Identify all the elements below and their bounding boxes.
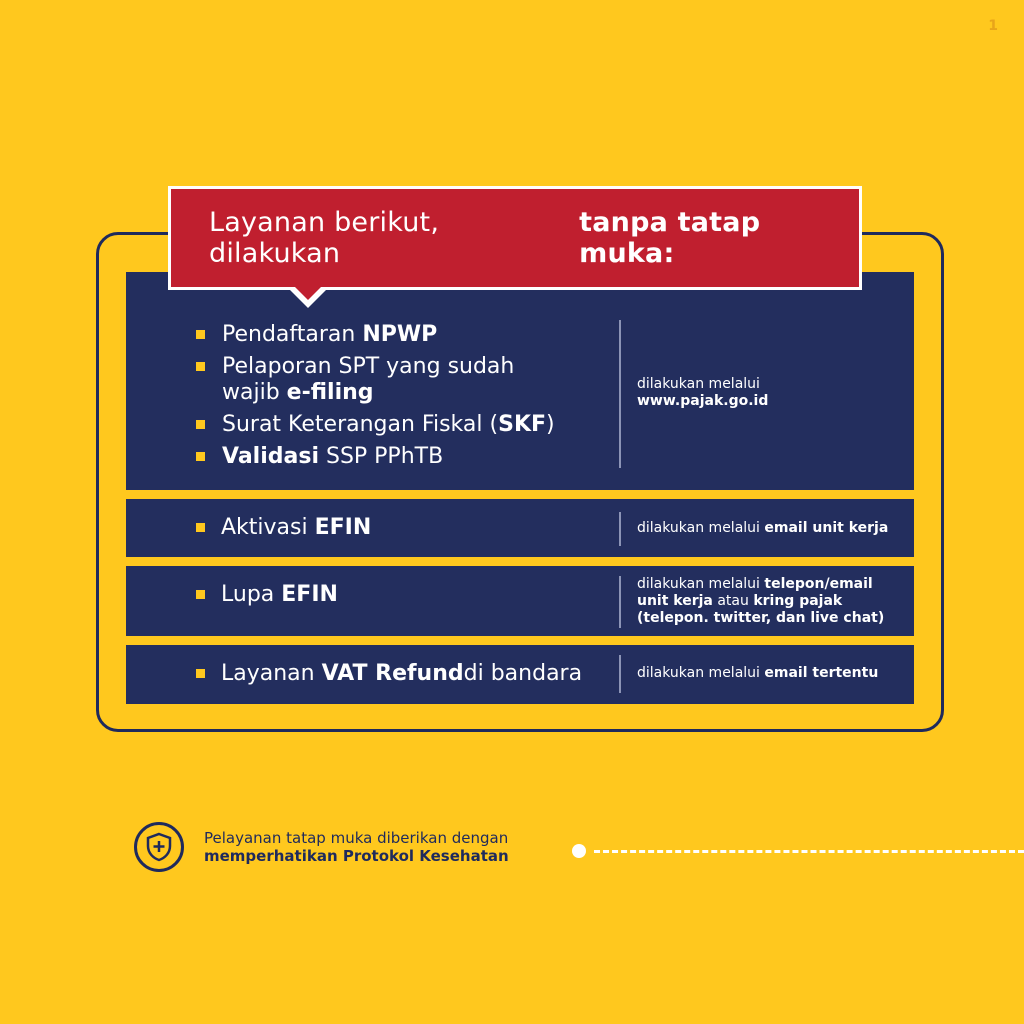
list-item: Validasi SSP PPhTB bbox=[196, 444, 555, 470]
banner-bold-text: tanpa tatap muka: bbox=[579, 207, 761, 269]
bullet-icon bbox=[196, 420, 205, 429]
connector-dot bbox=[572, 844, 586, 858]
efin-forgot-panel bbox=[126, 566, 914, 636]
efin-activation-panel bbox=[126, 499, 914, 557]
online-services-panel bbox=[126, 272, 914, 490]
channel-note: dilakukan melalui email tertentu bbox=[637, 665, 879, 681]
bullet-icon bbox=[196, 330, 205, 339]
divider bbox=[619, 576, 621, 628]
shield-plus-icon bbox=[134, 822, 184, 872]
divider bbox=[619, 320, 621, 468]
banner-pointer bbox=[292, 284, 324, 300]
divider bbox=[619, 655, 621, 693]
list-item: Aktivasi EFIN bbox=[196, 515, 371, 540]
bullet-icon bbox=[196, 523, 205, 532]
protocol-text: Pelayanan tatap muka diberikan dengan memperhatikan Protokol Kesehatan bbox=[204, 829, 509, 865]
channel-note: dilakukan melalui www.pajak.go.id bbox=[637, 376, 769, 409]
health-protocol-note bbox=[134, 822, 509, 872]
list-item: Pelaporan SPT yang sudah wajib e-filing bbox=[196, 354, 542, 406]
bullet-icon bbox=[196, 669, 205, 678]
channel-note: dilakukan melalui email unit kerja bbox=[637, 520, 889, 536]
page-number: 1 bbox=[988, 18, 998, 34]
bullet-icon bbox=[196, 362, 205, 371]
vat-refund-panel bbox=[126, 645, 914, 704]
service-list bbox=[196, 322, 555, 476]
list-item: Lupa EFIN bbox=[196, 582, 338, 607]
bullet-icon bbox=[196, 590, 205, 599]
divider bbox=[619, 512, 621, 546]
header-banner bbox=[168, 186, 862, 290]
channel-note: dilakukan melalui telepon/email unit kerja atau kring pajak (telepon. twitter, dan live chat) bbox=[637, 576, 885, 626]
list-item: Surat Keterangan Fiskal (SKF) bbox=[196, 412, 555, 438]
list-item: Pendaftaran NPWP bbox=[196, 322, 555, 348]
bullet-icon bbox=[196, 452, 205, 461]
list-item: Layanan VAT Refund di bandara bbox=[196, 661, 582, 686]
website-link[interactable]: www.pajak.go.id bbox=[637, 393, 769, 409]
dashed-line bbox=[594, 850, 1024, 853]
banner-text: Layanan berikut, dilakukan bbox=[209, 207, 440, 269]
